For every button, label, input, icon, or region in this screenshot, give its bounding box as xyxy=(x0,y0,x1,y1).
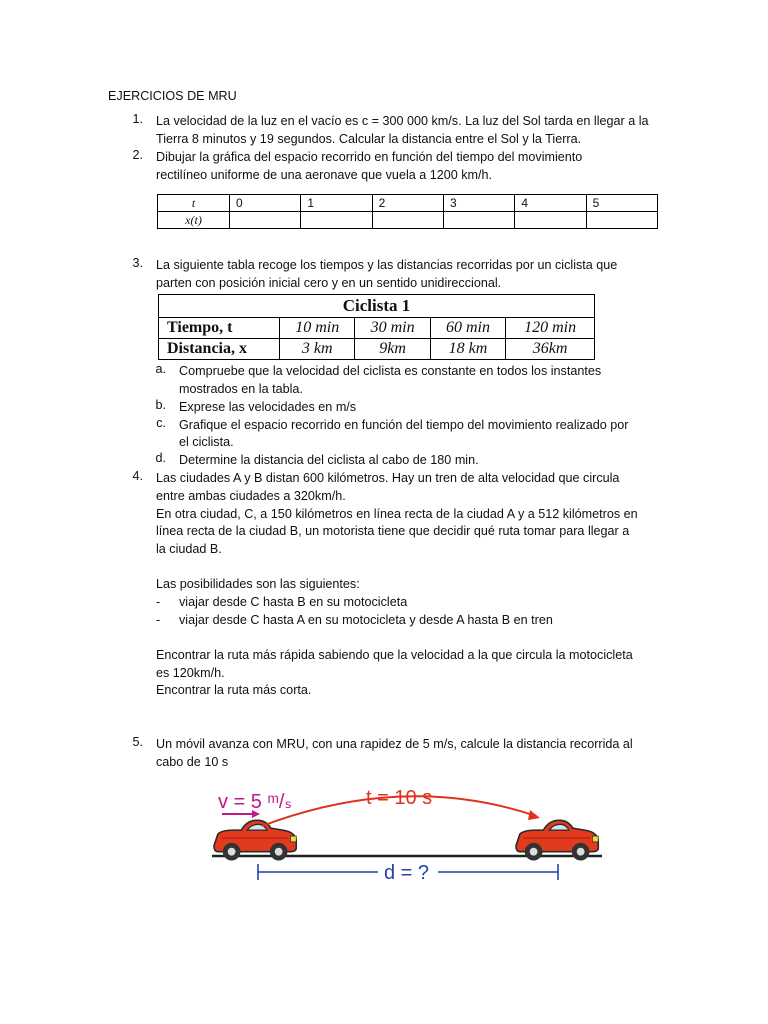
subitem-text-line: Exprese las velocidades en m/s xyxy=(179,400,357,414)
subitem-text-line: Determine la distancia del ciclista al cabo de 180 min. xyxy=(179,453,479,467)
table-cell-t-label: t xyxy=(158,195,230,212)
table-row xyxy=(159,339,595,360)
subitem-text-line: Grafique el espacio recorrido en función del tiempo del movimiento realizado por xyxy=(179,418,629,432)
distance-row-label: Distancia, x xyxy=(159,339,280,360)
table-row xyxy=(158,195,658,212)
exercise-3-number: 3. xyxy=(132,256,143,270)
car-start-icon xyxy=(214,820,296,860)
table-cell: 2 xyxy=(372,195,443,212)
time-arc-arrowhead xyxy=(528,810,540,820)
aircraft-table xyxy=(157,194,658,229)
options-intro: Las posibilidades son las siguientes: xyxy=(156,577,360,591)
subitem-text-line: Compruebe que la velocidad del ciclista es constante en todos los instantes xyxy=(179,364,602,378)
table-cell: 4 xyxy=(515,195,586,212)
exercise-4-text-line: En otra ciudad, C, a 150 kilómetros en línea recta de la ciudad A y a 512 kilómetros en xyxy=(156,507,638,521)
table-cell: 3 xyxy=(443,195,514,212)
option-item: viajar desde C hasta B en su motocicleta xyxy=(179,595,408,609)
table-row xyxy=(158,212,658,229)
time-label: t = 10 s xyxy=(366,787,433,809)
velocity-label: v = 5 ᵐ/ₛ xyxy=(218,791,292,813)
exercise-4-number: 4. xyxy=(132,469,143,483)
table-cell: 18 km xyxy=(430,339,505,360)
exercise-5-number: 5. xyxy=(132,735,143,749)
table-cell: 30 min xyxy=(355,318,430,339)
exercise-4-text-line: línea recta de la ciudad B, un motorista tiene que decidir qué ruta tomar para llegar a xyxy=(156,524,630,538)
exercise-5-text-line: cabo de 10 s xyxy=(156,755,229,769)
dash-bullet: - xyxy=(156,613,161,627)
table-cell-empty xyxy=(230,212,301,229)
exercise-1-text-line: La velocidad de la luz en el vacío es c = 300 000 km/s. La luz del Sol tarda en llegar a la xyxy=(156,114,649,128)
cyclist-table-title: Ciclista 1 xyxy=(159,295,595,318)
subitem-text-line: el ciclista. xyxy=(179,435,234,449)
exercise-3-text-line: parten con posición inicial cero y en un sentido unidireccional. xyxy=(156,276,502,290)
cyclist-table xyxy=(158,294,595,360)
exercise-2-number: 2. xyxy=(132,148,143,162)
exercise-4-text-line: entre ambas ciudades a 320km/h. xyxy=(156,489,346,503)
table-cell-empty xyxy=(515,212,586,229)
exercise-3-text-line: La siguiente tabla recoge los tiempos y las distancias recorridas por un ciclista que xyxy=(156,258,618,272)
table-row xyxy=(159,318,595,339)
subitem-text-line: mostrados en la tabla. xyxy=(179,382,303,396)
table-cell-empty xyxy=(443,212,514,229)
subitem-letter: c. xyxy=(156,416,166,430)
table-cell: 60 min xyxy=(430,318,505,339)
exercise-1-text-line: Tierra 8 minutos y 19 segundos. Calcular la distancia entre el Sol y la Tierra. xyxy=(156,132,582,146)
exercise-4-closing-line: es 120km/h. xyxy=(156,666,225,680)
exercise-2-text-line: Dibujar la gráfica del espacio recorrido en función del tiempo del movimiento xyxy=(156,150,583,164)
table-cell: 120 min xyxy=(506,318,595,339)
exercise-1-number: 1. xyxy=(132,112,143,126)
document-title: EJERCICIOS DE MRU xyxy=(108,89,237,103)
exercise-4-text-line: Las ciudades A y B distan 600 kilómetros. Hay un tren de alta velocidad que circula xyxy=(156,471,620,485)
exercise-4-text-line: la ciudad B. xyxy=(156,542,222,556)
dash-bullet: - xyxy=(156,595,161,609)
table-cell-xt-label: x(t) xyxy=(158,212,230,229)
subitem-letter: a. xyxy=(155,362,166,376)
table-cell-empty xyxy=(301,212,372,229)
option-item: viajar desde C hasta A en su motocicleta y desde A hasta B en tren xyxy=(179,613,553,627)
exercise-4-closing-line: Encontrar la ruta más corta. xyxy=(156,683,312,697)
car-end-icon xyxy=(516,820,598,860)
exercise-2-text-line: rectilíneo uniforme de una aeronave que vuela a 1200 km/h. xyxy=(156,168,493,182)
distance-label: d = ? xyxy=(384,862,430,884)
table-cell-empty xyxy=(372,212,443,229)
table-cell: 10 min xyxy=(280,318,355,339)
subitem-letter: d. xyxy=(155,451,166,465)
table-cell: 9km xyxy=(355,339,430,360)
exercise-4-closing-line: Encontrar la ruta más rápida sabiendo que la velocidad a la que circula la motocicleta xyxy=(156,648,633,662)
mru-figure xyxy=(200,780,620,890)
table-cell: 5 xyxy=(586,195,657,212)
table-cell: 36km xyxy=(506,339,595,360)
table-cell: 0 xyxy=(230,195,301,212)
exercise-5-text-line: Un móvil avanza con MRU, con una rapidez de 5 m/s, calcule la distancia recorrida al xyxy=(156,737,633,751)
subitem-letter: b. xyxy=(155,398,166,412)
table-cell-empty xyxy=(586,212,657,229)
table-cell: 1 xyxy=(301,195,372,212)
table-cell: 3 km xyxy=(280,339,355,360)
table-row xyxy=(159,295,595,318)
time-row-label: Tiempo, t xyxy=(159,318,280,339)
